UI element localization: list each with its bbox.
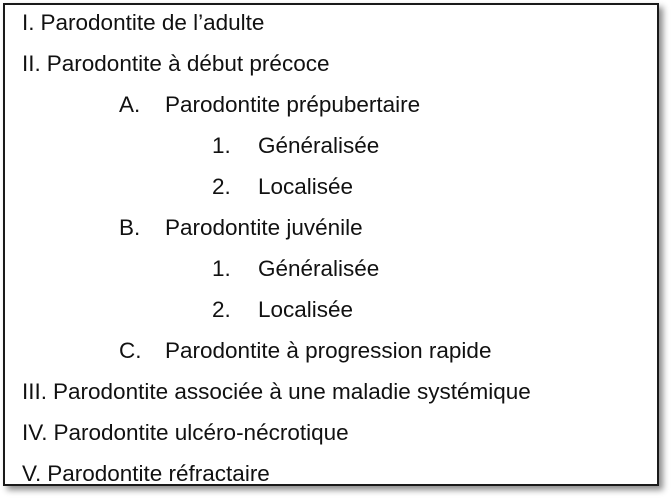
classification-list (5, 5, 657, 484)
list-item-level-1 (22, 49, 329, 79)
item-marker: 2. (212, 174, 231, 199)
item-marker: V. (22, 461, 42, 486)
item-marker: III. (22, 379, 48, 404)
list-item-level-3 (212, 295, 353, 325)
item-text: Parodontite associée à une maladie systémique (53, 379, 531, 404)
list-item-level-1 (22, 459, 270, 489)
list-item-level-1 (22, 8, 264, 38)
item-text: Parodontite prépubertaire (165, 92, 421, 117)
item-marker: B. (119, 215, 141, 240)
item-marker: IV. (22, 420, 48, 445)
list-item-level-3 (212, 131, 379, 161)
item-text: Parodontite ulcéro-nécrotique (53, 420, 349, 445)
item-marker: 1. (212, 256, 231, 281)
list-item-level-1 (22, 418, 349, 448)
list-item-level-1 (22, 377, 531, 407)
list-item-level-3 (212, 254, 379, 284)
item-text: Parodontite à progression rapide (165, 338, 492, 363)
item-text: Généralisée (258, 256, 380, 281)
item-text: Parodontite réfractaire (47, 461, 270, 486)
item-marker: I. (22, 10, 35, 35)
item-text: Parodontite de l’adulte (40, 10, 265, 35)
item-text: Localisée (258, 297, 354, 322)
list-item-level-3 (212, 172, 353, 202)
item-marker: 1. (212, 133, 231, 158)
item-marker: C. (119, 338, 142, 363)
list-item-level-2 (119, 90, 420, 120)
item-text: Généralisée (258, 133, 380, 158)
classification-frame (3, 3, 659, 486)
list-item-level-2 (119, 213, 363, 243)
item-text: Parodontite à début précoce (46, 51, 330, 76)
item-marker: A. (119, 92, 141, 117)
item-marker: 2. (212, 297, 231, 322)
list-item-level-2 (119, 336, 491, 366)
item-marker: II. (22, 51, 41, 76)
item-text: Parodontite juvénile (165, 215, 363, 240)
item-text: Localisée (258, 174, 354, 199)
